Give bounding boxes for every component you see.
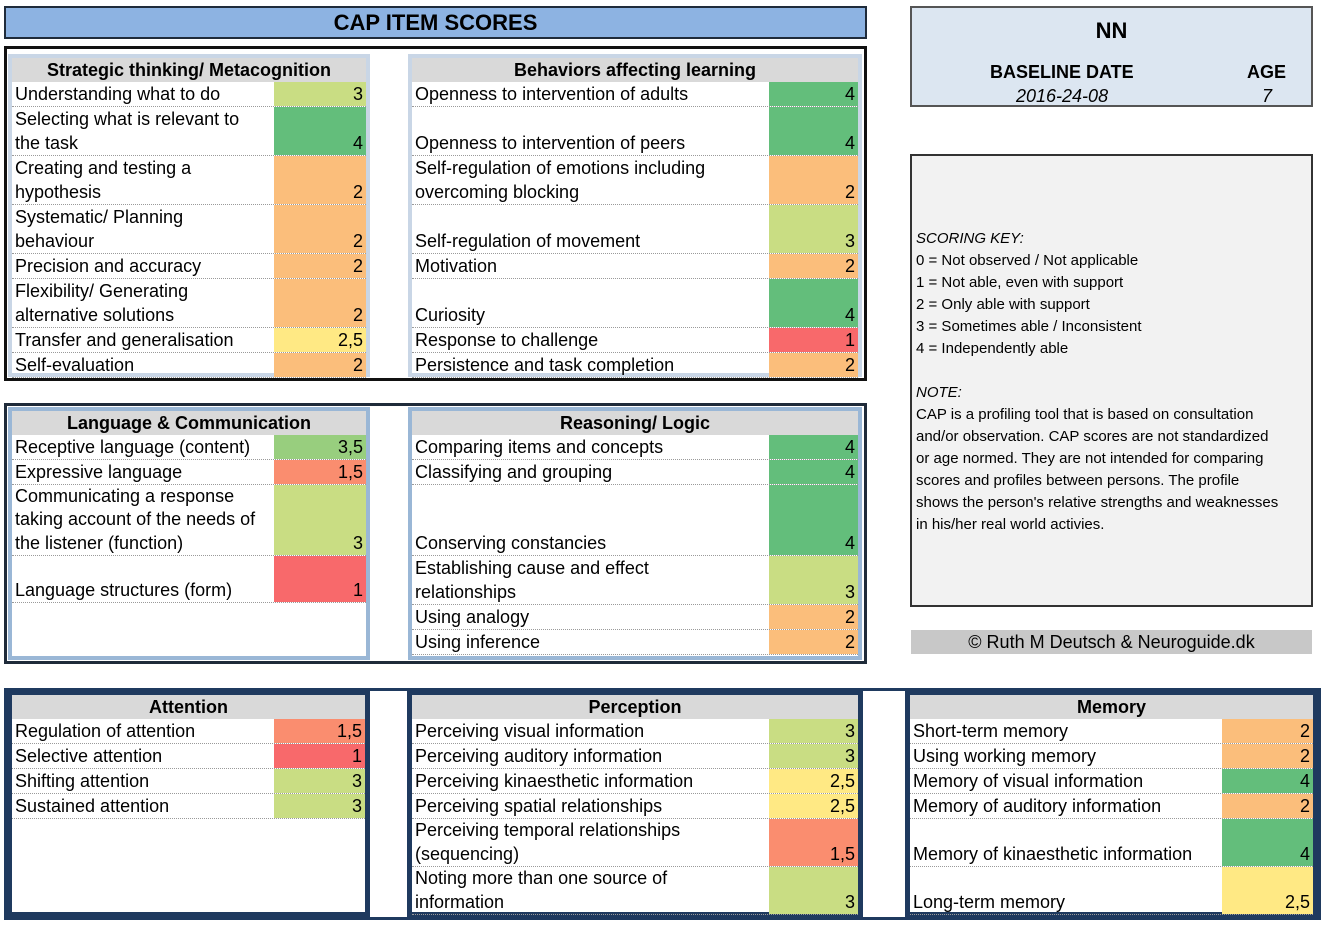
item-label: Language structures (form): [15, 579, 233, 600]
score-cell: 2,5: [769, 769, 858, 793]
item-label: Openness to intervention of adults: [415, 83, 689, 104]
section-title: Reasoning/ Logic: [412, 411, 858, 435]
score-row: [12, 435, 366, 460]
score-row: [12, 205, 366, 254]
score-cell: 2: [1222, 744, 1313, 768]
score-row: [12, 82, 366, 107]
score-cell: 2: [769, 156, 858, 204]
score-row: [12, 485, 366, 556]
item-label: Memory of visual information: [913, 770, 1144, 791]
score-row: [910, 744, 1313, 769]
score-row: [412, 485, 858, 556]
baseline-date-value: 2016-24-08: [1016, 86, 1109, 106]
score-cell: 2: [769, 353, 858, 377]
scoring-key-item: 2 = Only able with support: [916, 296, 1090, 313]
item-label: Establishing cause and effect relationships: [415, 558, 649, 602]
score-cell: 3: [274, 769, 365, 793]
score-row: [412, 328, 858, 353]
scoring-key-item: 3 = Sometimes able / Inconsistent: [916, 318, 1142, 335]
note-line: or age normed. They are not intended for comparing: [916, 450, 1264, 467]
item-label: Noting more than one source of information: [415, 868, 668, 912]
score-cell: 3: [274, 82, 366, 106]
item-label: Creating and testing a hypothesis: [15, 158, 192, 202]
item-label: Regulation of attention: [15, 720, 196, 741]
score-cell: 3: [274, 485, 366, 555]
item-label: Understanding what to do: [15, 83, 221, 104]
item-label: Memory of auditory information: [913, 795, 1162, 816]
score-row: [12, 353, 366, 378]
item-label: Perceiving temporal relationships (sequencing): [415, 820, 681, 864]
score-row: [12, 107, 366, 156]
item-label: Perceiving kinaesthetic information: [415, 770, 694, 791]
score-row: [910, 867, 1313, 915]
note-line: CAP is a profiling tool that is based on consultation: [916, 406, 1254, 423]
score-cell: 4: [769, 107, 858, 155]
note-line: and/or observation. CAP scores are not standardized: [916, 428, 1269, 445]
item-label: Selecting what is relevant to the task: [15, 109, 240, 153]
score-cell: 2: [274, 353, 366, 377]
score-cell: 4: [769, 435, 858, 459]
score-row: [12, 279, 366, 328]
score-cell: 1: [274, 556, 366, 602]
score-cell: 2: [274, 254, 366, 278]
note-line: scores and profiles between persons. The profile: [916, 472, 1240, 489]
item-label: Response to challenge: [415, 329, 599, 350]
note-line: shows the person's relative strengths and weaknesses: [916, 494, 1279, 511]
score-row: [12, 156, 366, 205]
section-title: Attention: [12, 695, 365, 719]
note-line: in his/her real world activies.: [916, 516, 1105, 533]
score-cell: 2: [274, 156, 366, 204]
section-title: Language & Communication: [12, 411, 366, 435]
section-title: Strategic thinking/ Metacognition: [12, 58, 366, 82]
score-row: [412, 460, 858, 485]
score-cell: 2,5: [274, 328, 366, 352]
scoring-key-heading: SCORING KEY:: [916, 230, 1024, 247]
score-cell: 4: [1222, 819, 1313, 866]
score-row: [412, 205, 858, 254]
note-heading: NOTE:: [916, 384, 962, 401]
baseline-date-label: BASELINE DATE: [990, 62, 1134, 82]
score-cell: 4: [769, 460, 858, 484]
item-label: Using working memory: [913, 745, 1097, 766]
item-label: Flexibility/ Generating alternative solutions: [15, 281, 189, 325]
score-row: [412, 107, 858, 156]
score-cell: 1,5: [769, 819, 858, 866]
score-cell: 2,5: [769, 794, 858, 818]
age-label: AGE: [1247, 62, 1287, 82]
scoring-key-item: 1 = Not able, even with support: [916, 274, 1124, 291]
score-cell: 4: [769, 82, 858, 106]
score-row: [412, 630, 858, 655]
score-row: [412, 819, 858, 867]
score-row: [12, 254, 366, 279]
item-label: Communicating a response taking account of the needs of the listener (function): [15, 485, 256, 553]
panel-strategic: [8, 54, 370, 377]
item-label: Persistence and task completion: [415, 354, 675, 375]
score-cell: 1,5: [274, 460, 366, 484]
score-row: [12, 744, 365, 769]
score-cell: 2: [769, 605, 858, 629]
score-cell: 2: [274, 279, 366, 327]
item-label: Self-regulation of movement: [415, 230, 641, 251]
item-label: Using inference: [415, 631, 541, 652]
score-row: [12, 556, 366, 603]
item-label: Self-regulation of emotions including overcoming blocking: [415, 158, 706, 202]
section-title: Behaviors affecting learning: [412, 58, 858, 82]
score-cell: 4: [769, 485, 858, 555]
scoring-key-item: 4 = Independently able: [916, 340, 1069, 357]
panel-language: [8, 407, 370, 660]
score-row: [910, 719, 1313, 744]
section-title: Perception: [412, 695, 858, 719]
panel-behaviors: [408, 54, 862, 377]
score-cell: 2: [1222, 719, 1313, 743]
score-cell: 3: [769, 719, 858, 743]
item-label: Systematic/ Planning behaviour: [15, 207, 184, 251]
item-label: Curiosity: [415, 304, 486, 325]
score-row: [910, 794, 1313, 819]
score-cell: 1: [769, 328, 858, 352]
score-cell: 3: [769, 744, 858, 768]
score-cell: 3,5: [274, 435, 366, 459]
score-row: [412, 156, 858, 205]
score-cell: 4: [1222, 769, 1313, 793]
score-row: [12, 769, 365, 794]
item-label: Expressive language: [15, 461, 183, 482]
score-row: [412, 556, 858, 605]
score-row: [412, 769, 858, 794]
score-cell: 1: [274, 744, 365, 768]
score-row: [12, 460, 366, 485]
page-title: CAP ITEM SCORES: [4, 6, 867, 39]
item-label: Perceiving auditory information: [415, 745, 663, 766]
item-label: Sustained attention: [15, 795, 170, 816]
item-label: Motivation: [415, 255, 498, 276]
score-cell: 4: [274, 107, 366, 155]
item-label: Perceiving spatial relationships: [415, 795, 663, 816]
score-cell: 3: [769, 556, 858, 604]
score-row: [412, 867, 858, 915]
item-label: Transfer and generalisation: [15, 329, 234, 350]
item-label: Shifting attention: [15, 770, 150, 791]
score-cell: 2: [1222, 794, 1313, 818]
section-title: Memory: [910, 695, 1313, 719]
item-label: Comparing items and concepts: [415, 436, 664, 457]
score-row: [412, 605, 858, 630]
item-label: Memory of kinaesthetic information: [913, 843, 1193, 864]
score-cell: 3: [769, 205, 858, 253]
item-label: Self-evaluation: [15, 354, 135, 375]
score-row: [12, 719, 365, 744]
item-label: Long-term memory: [913, 891, 1066, 912]
panel-perception: [407, 690, 863, 917]
item-label: Conserving constancies: [415, 532, 607, 553]
score-row: [412, 82, 858, 107]
panel-memory: [905, 690, 1318, 917]
scoring-key-item: 0 = Not observed / Not applicable: [916, 252, 1139, 269]
scoring-key-box: [910, 154, 1313, 607]
item-label: Short-term memory: [913, 720, 1069, 741]
panel-reasoning: [408, 407, 862, 660]
item-label: Precision and accuracy: [15, 255, 202, 276]
item-label: Receptive language (content): [15, 436, 251, 457]
score-row: [910, 769, 1313, 794]
score-cell: 2: [274, 205, 366, 253]
score-cell: 4: [769, 279, 858, 327]
item-label: Selective attention: [15, 745, 163, 766]
score-row: [910, 819, 1313, 867]
item-label: Classifying and grouping: [415, 461, 613, 482]
score-row: [12, 794, 365, 819]
score-cell: 3: [769, 867, 858, 914]
score-row: [412, 744, 858, 769]
item-label: Openness to intervention of peers: [415, 132, 686, 153]
score-cell: 3: [274, 794, 365, 818]
score-cell: 1,5: [274, 719, 365, 743]
item-label: Using analogy: [415, 606, 530, 627]
score-cell: 2,5: [1222, 867, 1313, 914]
score-row: [412, 279, 858, 328]
panel-attention: [7, 690, 370, 917]
score-row: [412, 353, 858, 378]
score-row: [412, 719, 858, 744]
copyright-banner: © Ruth M Deutsch & Neuroguide.dk: [911, 630, 1312, 654]
person-info-box: [910, 6, 1313, 107]
score-cell: 2: [769, 630, 858, 654]
person-name: NN: [1095, 18, 1128, 43]
item-label: Perceiving visual information: [415, 720, 645, 741]
score-row: [412, 435, 858, 460]
score-row: [412, 794, 858, 819]
score-row: [412, 254, 858, 279]
score-cell: 2: [769, 254, 858, 278]
age-value: 7: [1262, 86, 1273, 106]
score-row: [12, 328, 366, 353]
